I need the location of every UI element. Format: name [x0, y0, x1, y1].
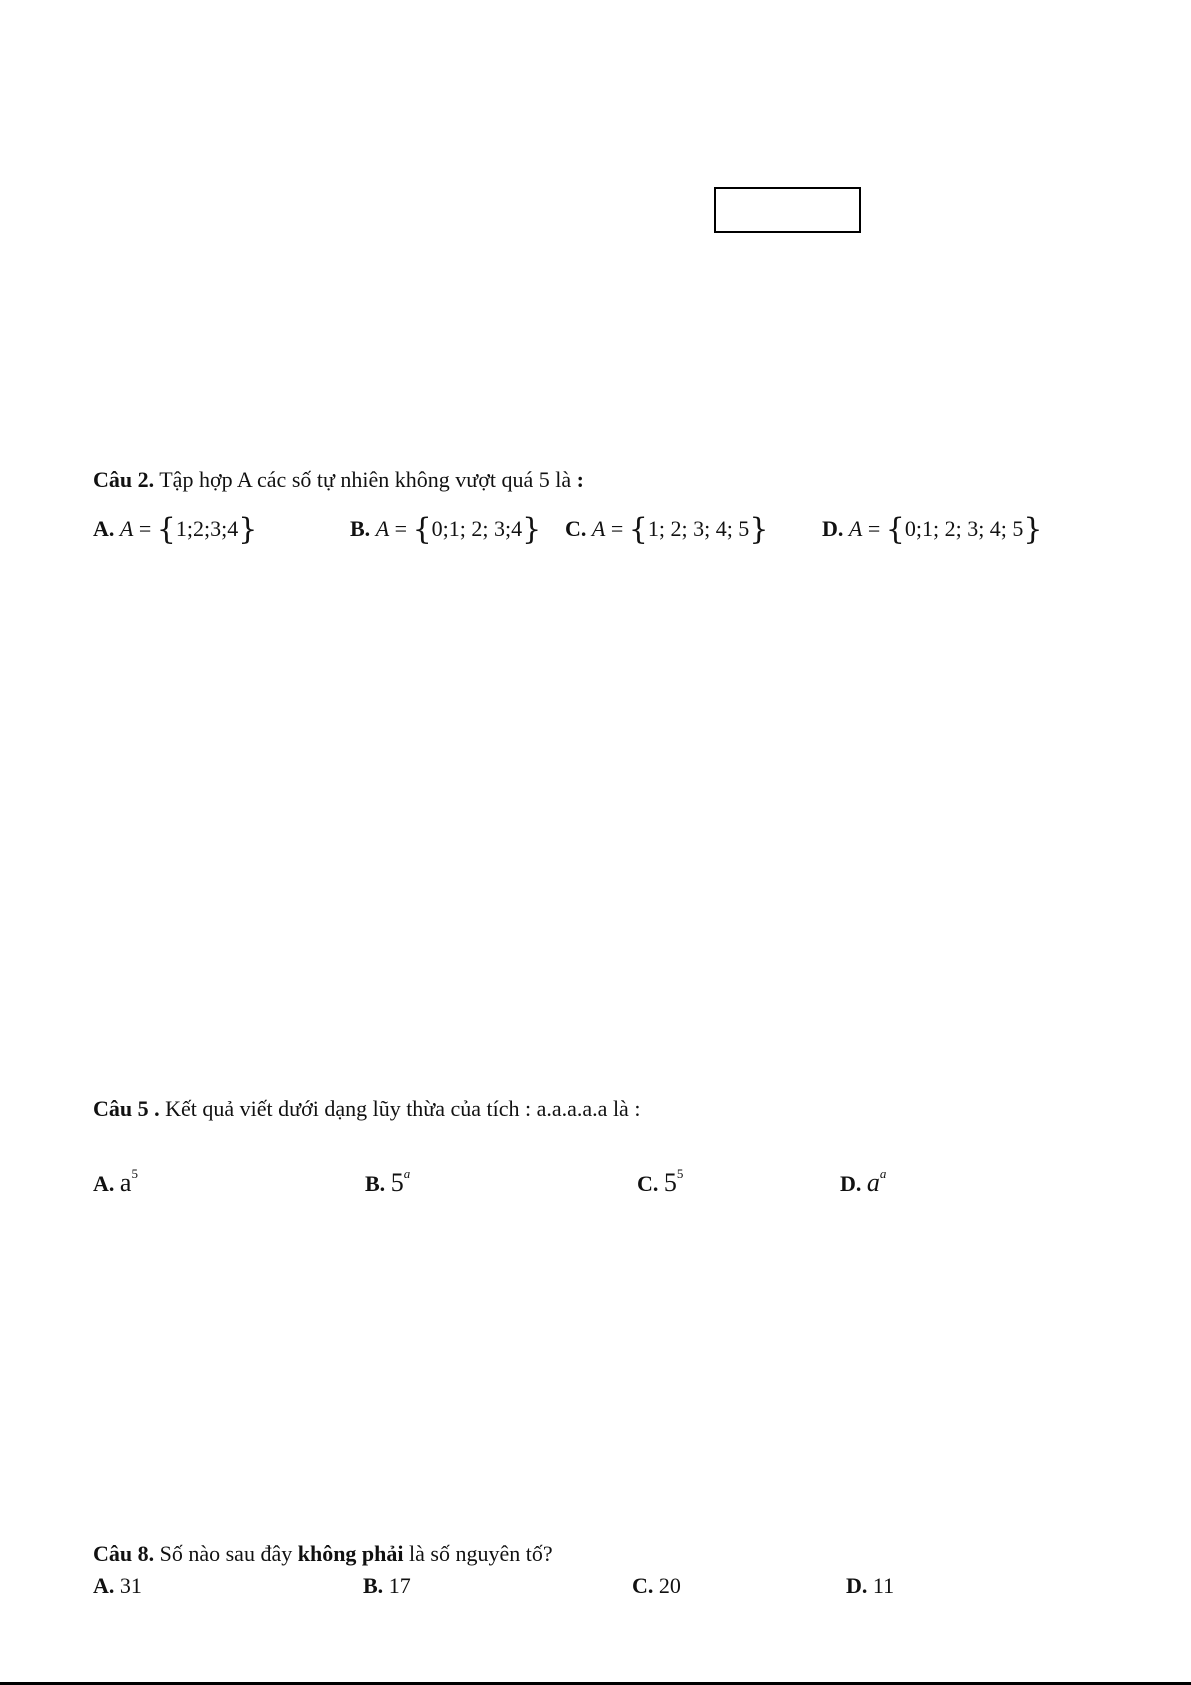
q2-option-eq: =	[138, 516, 152, 541]
q5-option-b	[365, 1166, 410, 1198]
q2-option-eq: =	[394, 516, 408, 541]
left-brace: {	[156, 512, 176, 547]
q5-option-c	[637, 1166, 683, 1198]
q8-option-c	[632, 1573, 681, 1599]
question-2-label: Câu 2.	[93, 467, 155, 492]
question-8-label: Câu 8.	[93, 1541, 155, 1566]
q5-option-d	[840, 1166, 886, 1198]
power-exponent: a	[879, 1166, 887, 1181]
question-8-text-after: là số nguyên tố?	[409, 1541, 553, 1566]
answer-box	[714, 187, 861, 233]
question-5-text: Kết quả viết dưới dạng lũy thừa của tích : a.a.a.a.a là :	[165, 1096, 641, 1121]
right-brace: }	[749, 512, 769, 547]
left-brace: {	[628, 512, 648, 547]
q5-option-label: A.	[93, 1171, 115, 1196]
right-brace: }	[522, 512, 542, 547]
question-8	[93, 1541, 553, 1567]
q2-option-label: B.	[350, 516, 371, 541]
q2-option-c	[565, 512, 768, 547]
q8-option-label: C.	[632, 1573, 654, 1598]
q2-option-d	[822, 512, 1043, 547]
power-base: 5	[390, 1168, 404, 1197]
q8-option-label: B.	[363, 1573, 384, 1598]
q5-option-label: D.	[840, 1171, 862, 1196]
q2-option-label: A.	[93, 516, 115, 541]
q5-option-a	[93, 1166, 138, 1198]
q5-option-label: B.	[365, 1171, 386, 1196]
q2-option-set: 0;1; 2; 3; 4; 5	[904, 516, 1024, 541]
q2-option-var: A	[591, 516, 606, 541]
q2-option-var: A	[119, 516, 134, 541]
q2-option-set: 0;1; 2; 3;4	[431, 516, 523, 541]
q2-option-set: 1;2;3;4	[175, 516, 239, 541]
q8-option-label: A.	[93, 1573, 115, 1598]
question-8-text-bold: không phải	[297, 1541, 404, 1566]
q2-option-label: C.	[565, 516, 587, 541]
question-5	[93, 1096, 640, 1122]
question-5-label: Câu 5 .	[93, 1096, 160, 1121]
q8-option-value: 17	[388, 1573, 411, 1598]
q8-option-value: 31	[119, 1573, 142, 1598]
q2-option-var: A	[375, 516, 390, 541]
right-brace: }	[238, 512, 258, 547]
q8-option-d	[846, 1573, 894, 1599]
power-base: a	[119, 1168, 132, 1197]
q2-option-b	[350, 512, 541, 547]
q8-option-a	[93, 1573, 142, 1599]
right-brace: }	[1023, 512, 1043, 547]
power-base: 5	[663, 1168, 677, 1197]
question-2	[93, 467, 584, 493]
q2-option-eq: =	[610, 516, 624, 541]
q2-option-eq: =	[867, 516, 881, 541]
q8-option-label: D.	[846, 1573, 868, 1598]
q2-option-var: A	[848, 516, 863, 541]
q8-option-value: 11	[872, 1573, 895, 1598]
q8-option-b	[363, 1573, 411, 1599]
q2-option-set: 1; 2; 3; 4; 5	[647, 516, 750, 541]
left-brace: {	[885, 512, 905, 547]
q2-option-a	[93, 512, 257, 547]
power-exponent: 5	[131, 1166, 138, 1181]
power-base: a	[866, 1168, 880, 1197]
left-brace: {	[412, 512, 432, 547]
question-8-text-before: Số nào sau đây	[159, 1541, 293, 1566]
power-exponent: 5	[676, 1166, 684, 1181]
q8-option-value: 20	[658, 1573, 681, 1598]
power-exponent: a	[403, 1166, 411, 1181]
question-2-colon: :	[576, 467, 584, 492]
q5-option-label: C.	[637, 1171, 659, 1196]
q2-option-label: D.	[822, 516, 844, 541]
question-2-text: Tập hợp A các số tự nhiên không vượt quá 5 là	[159, 467, 572, 492]
